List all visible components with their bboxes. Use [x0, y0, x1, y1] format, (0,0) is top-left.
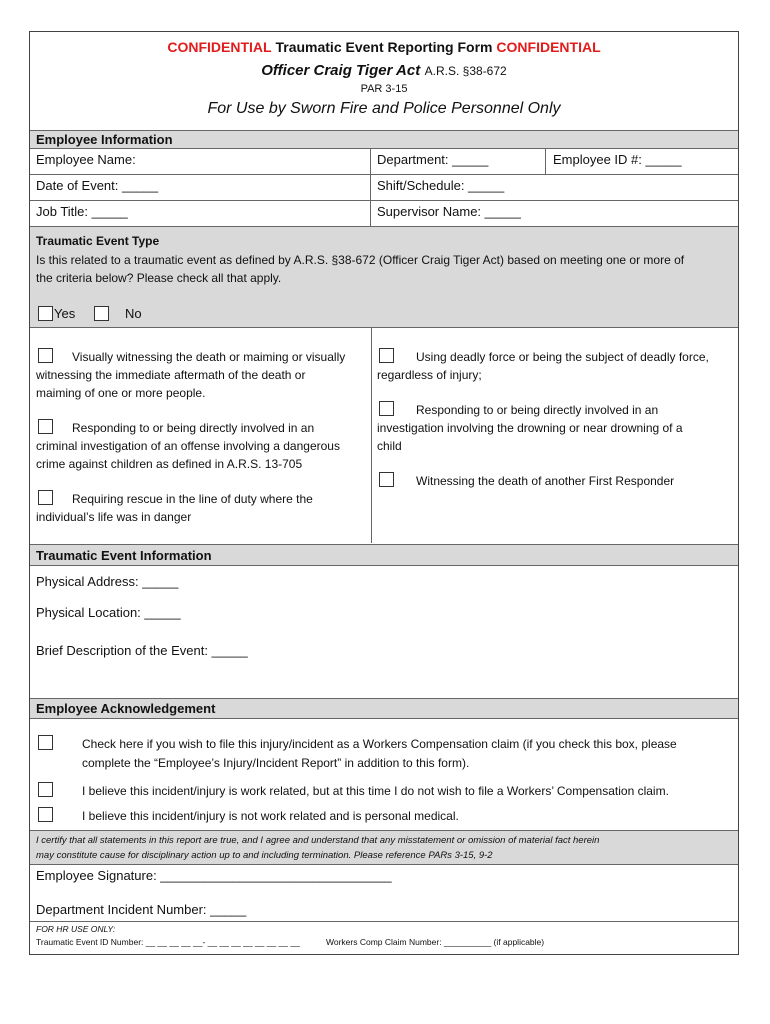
- divider: [30, 921, 738, 922]
- column-divider: [545, 148, 546, 174]
- workers-comp-claim-checkbox[interactable]: [38, 735, 53, 750]
- department-field[interactable]: Department: _____: [377, 152, 489, 167]
- no-checkbox[interactable]: [94, 306, 109, 321]
- criterion-right-1-line1: Using deadly force or being the subject of deadly force,: [416, 350, 709, 364]
- event-type-question-line2: the criteria below? Please check all that apply.: [36, 271, 282, 285]
- traumatic-event-form: [29, 31, 739, 955]
- criterion-checkbox-witness-death[interactable]: [38, 348, 53, 363]
- criterion-left-1-line1: Visually witnessing the death or maiming or visually: [72, 350, 346, 364]
- physical-address-field[interactable]: Physical Address: _____: [36, 574, 179, 589]
- divider: [30, 718, 738, 719]
- department-incident-number-field[interactable]: Department Incident Number: _____: [36, 902, 247, 917]
- form-title-line: [30, 39, 738, 55]
- yes-checkbox[interactable]: [38, 306, 53, 321]
- criterion-checkbox-first-responder[interactable]: [379, 472, 394, 487]
- job-title-field[interactable]: Job Title: _____: [36, 204, 128, 219]
- event-info-title: Traumatic Event Information: [36, 548, 212, 563]
- employee-info-title: Employee Information: [36, 132, 173, 147]
- divider: [30, 200, 738, 201]
- criterion-left-3-line1: Requiring rescue in the line of duty where the: [72, 492, 313, 506]
- employee-name-field[interactable]: Employee Name:: [36, 152, 136, 167]
- divider: [30, 148, 738, 149]
- employee-signature-field[interactable]: Employee Signature: ________________________________: [36, 868, 392, 883]
- physical-location-field[interactable]: Physical Location: _____: [36, 605, 181, 620]
- criterion-checkbox-crime-against-children[interactable]: [38, 419, 53, 434]
- event-type-question-line1: Is this related to a traumatic event as defined by A.R.S. §38-672 (Officer Craig Tiger Act) based on meeting one or more of: [36, 253, 685, 267]
- form-title: Traumatic Event Reporting Form: [275, 39, 493, 55]
- divider: [30, 327, 738, 328]
- act-ref: A.R.S. §38-672: [424, 64, 507, 78]
- criterion-left-2-line1: Responding to or being directly involved in an: [72, 421, 315, 435]
- event-type-title: Traumatic Event Type: [36, 234, 160, 248]
- act-line: [30, 62, 738, 80]
- criterion-left-1-line3: maiming of one or more people.: [36, 386, 206, 400]
- criteria-column-divider: [371, 327, 372, 543]
- criterion-left-2-line3: crime against children as defined in A.R.S. 13-705: [36, 457, 303, 471]
- criterion-left-2-line2: criminal investigation of an offense involving a dangerous: [36, 439, 340, 453]
- criterion-right-3-line1: Witnessing the death of another First Responder: [416, 474, 675, 488]
- ack-option1-line2: complete the “Employee’s Injury/Incident Report” in addition to this form).: [82, 756, 470, 770]
- criterion-right-2-line3: child: [377, 439, 402, 453]
- hr-event-id-field[interactable]: Traumatic Event ID Number: __ __ __ __ __- __ __ __ __ __ __ __ __: [36, 937, 300, 947]
- criterion-right-2-line1: Responding to or being directly involved in an: [416, 403, 659, 417]
- ack-option3: I believe this incident/injury is not work related and is personal medical.: [82, 809, 459, 823]
- no-label: No: [125, 306, 142, 321]
- date-of-event-field[interactable]: Date of Event: _____: [36, 178, 159, 193]
- divider: [30, 864, 738, 865]
- divider: [30, 565, 738, 566]
- criterion-right-2-line2: investigation involving the drowning or near drowning of a: [377, 421, 683, 435]
- criterion-left-3-line2: individual’s life was in danger: [36, 510, 192, 524]
- hr-use-label: FOR HR USE ONLY:: [36, 924, 116, 934]
- certification-line1: I certify that all statements in this report are true, and I agree and understand that any misstatement or omission of material fact herein: [36, 835, 600, 846]
- ack-option2: I believe this incident/injury is work related, but at this time I do not wish to file a Workers’ Compensation claim.: [82, 784, 669, 798]
- criterion-checkbox-deadly-force[interactable]: [379, 348, 394, 363]
- column-divider: [370, 148, 371, 226]
- confidential-left: CONFIDENTIAL: [167, 39, 272, 55]
- use-line: For Use by Sworn Fire and Police Personnel Only: [207, 100, 561, 117]
- par-number: PAR 3-15: [360, 83, 408, 95]
- employee-id-field[interactable]: Employee ID #: _____: [553, 152, 682, 167]
- criterion-checkbox-rescue[interactable]: [38, 490, 53, 505]
- act-name: Officer Craig Tiger Act: [261, 62, 421, 79]
- acknowledgement-title: Employee Acknowledgement: [36, 701, 216, 716]
- certification-line2: may constitute cause for disciplinary action up to and including termination. Please reference PARs 3-15, 9-2: [36, 850, 493, 861]
- criterion-left-1-line2: witnessing the immediate aftermath of the death or: [36, 368, 306, 382]
- divider: [30, 174, 738, 175]
- supervisor-name-field[interactable]: Supervisor Name: _____: [377, 204, 521, 219]
- shift-schedule-field[interactable]: Shift/Schedule: _____: [377, 178, 505, 193]
- brief-description-field[interactable]: Brief Description of the Event: _____: [36, 643, 248, 658]
- confidential-right: CONFIDENTIAL: [496, 39, 601, 55]
- criterion-checkbox-drowning[interactable]: [379, 401, 394, 416]
- no-claim-checkbox[interactable]: [38, 782, 53, 797]
- yes-label: Yes: [54, 306, 76, 321]
- criterion-right-1-line2: regardless of injury;: [377, 368, 482, 382]
- hr-claim-number-field[interactable]: Workers Comp Claim Number: __________ (if applicable): [326, 937, 545, 947]
- not-work-related-checkbox[interactable]: [38, 807, 53, 822]
- ack-option1-line1: Check here if you wish to file this injury/incident as a Workers Compensation claim (if you check this box, please: [82, 737, 677, 751]
